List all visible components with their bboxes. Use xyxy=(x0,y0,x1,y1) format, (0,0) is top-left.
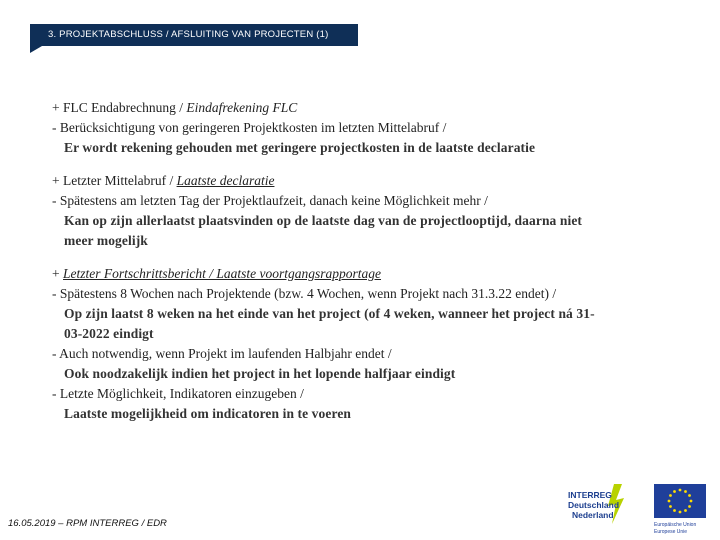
item-nl: Op zijn laatst 8 weken na het einde van het project (of 4 weken, wanneer het project ná 31- xyxy=(64,306,595,321)
eu-star xyxy=(668,500,671,503)
item-de: - Auch notwendig, wenn Projekt im laufenden Halbjahr endet / xyxy=(52,346,392,361)
item-de: - Spätestens 8 Wochen nach Projektende (bzw. 4 Wochen, wenn Projekt nach 31.3.22 endet) / xyxy=(52,286,557,301)
footer-text: 16.05.2019 – RPM INTERREG / EDR xyxy=(8,518,167,529)
section-heading: + FLC Endabrechnung / Eindafrekening FLC xyxy=(52,100,298,115)
eu-star xyxy=(673,490,676,493)
eu-star xyxy=(669,494,672,497)
item-de: - Spätestens am letzten Tag der Projektlaufzeit, danach keine Möglichkeit mehr / xyxy=(52,193,488,208)
item-de: - Letzte Möglichkeit, Indikatoren einzugeben / xyxy=(52,386,304,401)
eu-flag-icon xyxy=(652,484,708,536)
interreg-line3: Nederland xyxy=(572,510,614,520)
eu-star xyxy=(669,505,672,508)
eu-star xyxy=(688,494,691,497)
eu-star xyxy=(679,511,682,514)
eu-star xyxy=(684,490,687,493)
item-de: - Berücksichtigung von geringeren Projektkosten im letzten Mittelabruf / xyxy=(52,120,447,135)
slide-title: 3. PROJEKTABSCHLUSS / AFSLUITING VAN PROJECTEN (1) xyxy=(48,29,329,40)
eu-star xyxy=(684,509,687,512)
header-tab-decoration xyxy=(30,46,42,53)
section-heading: + Letzter Mittelabruf / Laatste declaratie xyxy=(52,173,275,188)
eu-star xyxy=(679,489,682,492)
item-nl: Kan op zijn allerlaatst plaatsvinden op de laatste dag van de projectlooptijd, daarna niet xyxy=(64,213,583,228)
item-nl: Er wordt rekening gehouden met geringere projectkosten in de laatste declaratie xyxy=(64,140,536,155)
interreg-line1: INTERREG xyxy=(568,490,612,500)
section-heading: + Letzter Fortschrittsbericht / Laatste voortgangsrapportage xyxy=(52,266,382,281)
slide-content xyxy=(52,98,692,437)
eu-star xyxy=(688,505,691,508)
eu-caption2: Europese Unie xyxy=(654,529,688,535)
item-nl: 03-2022 eindigt xyxy=(64,326,154,341)
eu-star xyxy=(673,509,676,512)
item-nl: meer mogelijk xyxy=(64,233,148,248)
section-flc xyxy=(52,98,692,158)
item-nl: Laatste mogelijkheid om indicatoren in te voeren xyxy=(64,406,352,421)
slide-header xyxy=(30,24,358,46)
item-nl: Ook noodzakelijk indien het project in het lopende halfjaar eindigt xyxy=(64,366,456,381)
eu-caption1: Europäische Union xyxy=(654,522,697,528)
interreg-line2: Deutschland xyxy=(568,500,620,510)
eu-star xyxy=(690,500,693,503)
section-last-claim xyxy=(52,171,692,251)
interreg-logo-icon xyxy=(566,484,630,528)
section-last-report xyxy=(52,264,692,424)
